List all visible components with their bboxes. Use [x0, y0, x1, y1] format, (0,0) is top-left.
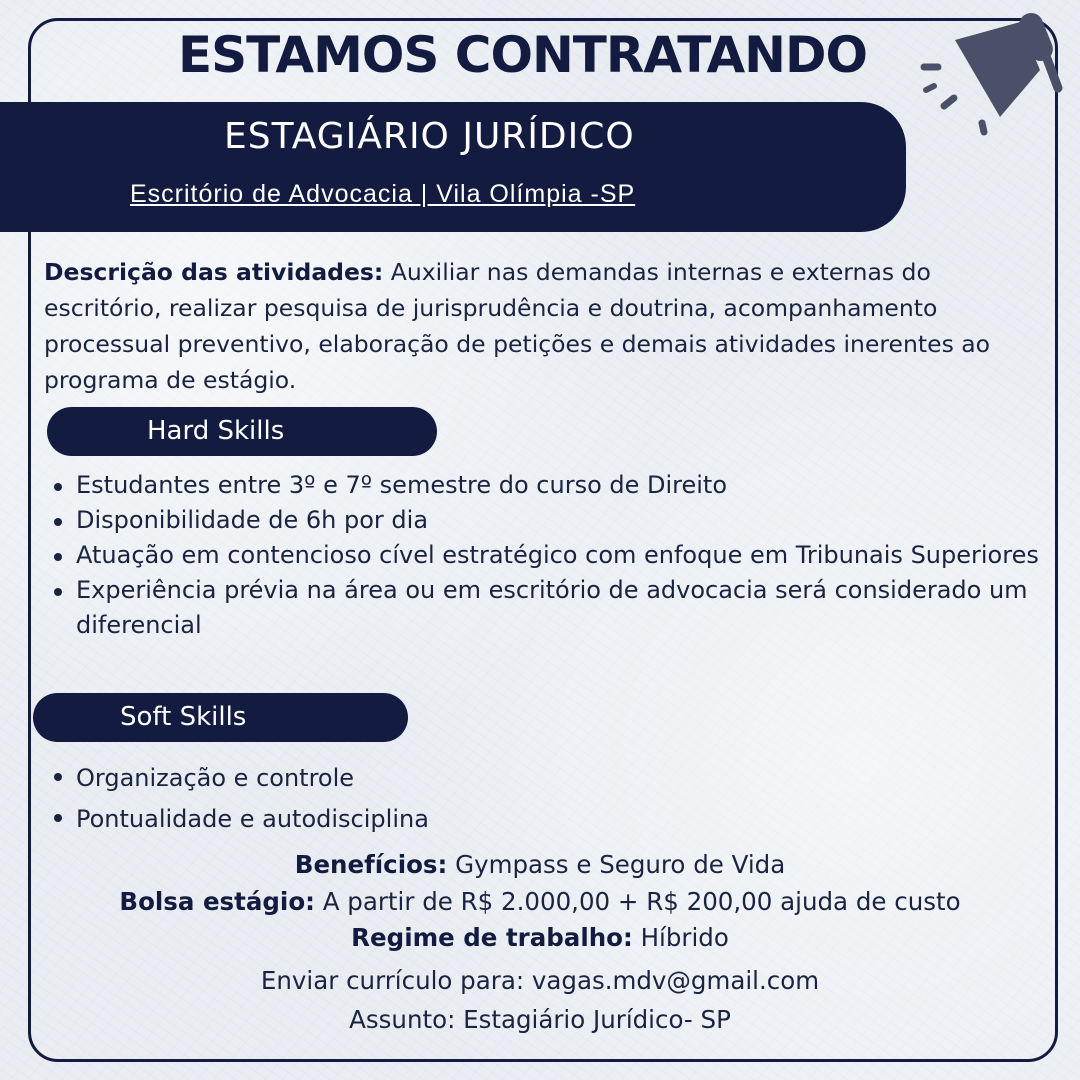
soft-skills-heading: Soft Skills: [33, 693, 408, 742]
work-regime-value: Híbrido: [632, 923, 729, 952]
hard-skills-heading: Hard Skills: [47, 407, 437, 456]
list-item: Estudantes entre 3º e 7º semestre do curso de Direito: [76, 468, 1066, 503]
list-item: Organização e controle: [76, 758, 976, 799]
benefits-line: [0, 850, 1080, 879]
work-regime-label: Regime de trabalho:: [351, 923, 633, 952]
activities-description: [44, 254, 1034, 398]
benefits-value: Gympass e Seguro de Vida: [447, 850, 786, 879]
description-label: Descrição das atividades:: [44, 258, 384, 286]
stipend-label: Bolsa estágio:: [119, 887, 315, 916]
list-item: Experiência prévia na área ou em escritório de advocacia será considerado um diferencial: [76, 573, 1066, 643]
email-subject-line: Assunto: Estagiário Jurídico- SP: [349, 1005, 731, 1034]
list-item: Pontualidade e autodisciplina: [76, 799, 976, 840]
work-regime-line: [0, 923, 1080, 952]
send-cv-line: Enviar currículo para: vagas.mdv@gmail.com: [260, 966, 820, 995]
job-banner: [0, 102, 906, 232]
job-title: ESTAGIÁRIO JURÍDICO: [224, 116, 635, 157]
list-item: Disponibilidade de 6h por dia: [76, 503, 1066, 538]
list-item: Atuação em contencioso cível estratégico com enfoque em Tribunais Superiores: [76, 538, 1066, 573]
description-text: Auxiliar nas demandas internas e externas do escritório, realizar pesquisa de jurisprudência e doutrina, acompanhamento processual preventivo, elaboração de petições e demais atividades inerentes ao programa de estágio.: [44, 258, 991, 394]
hard-skills-list: [50, 468, 1066, 643]
headline: ESTAMOS CONTRATANDO: [178, 26, 868, 84]
stipend-line: [0, 887, 1080, 916]
location-subtitle: Escritório de Advocacia | Vila Olímpia -SP: [130, 180, 636, 208]
soft-skills-list: [50, 758, 976, 840]
benefits-label: Benefícios:: [294, 850, 448, 879]
megaphone-icon: [918, 10, 1078, 140]
stipend-value: A partir de R$ 2.000,00 + R$ 200,00 ajuda de custo: [314, 887, 961, 916]
